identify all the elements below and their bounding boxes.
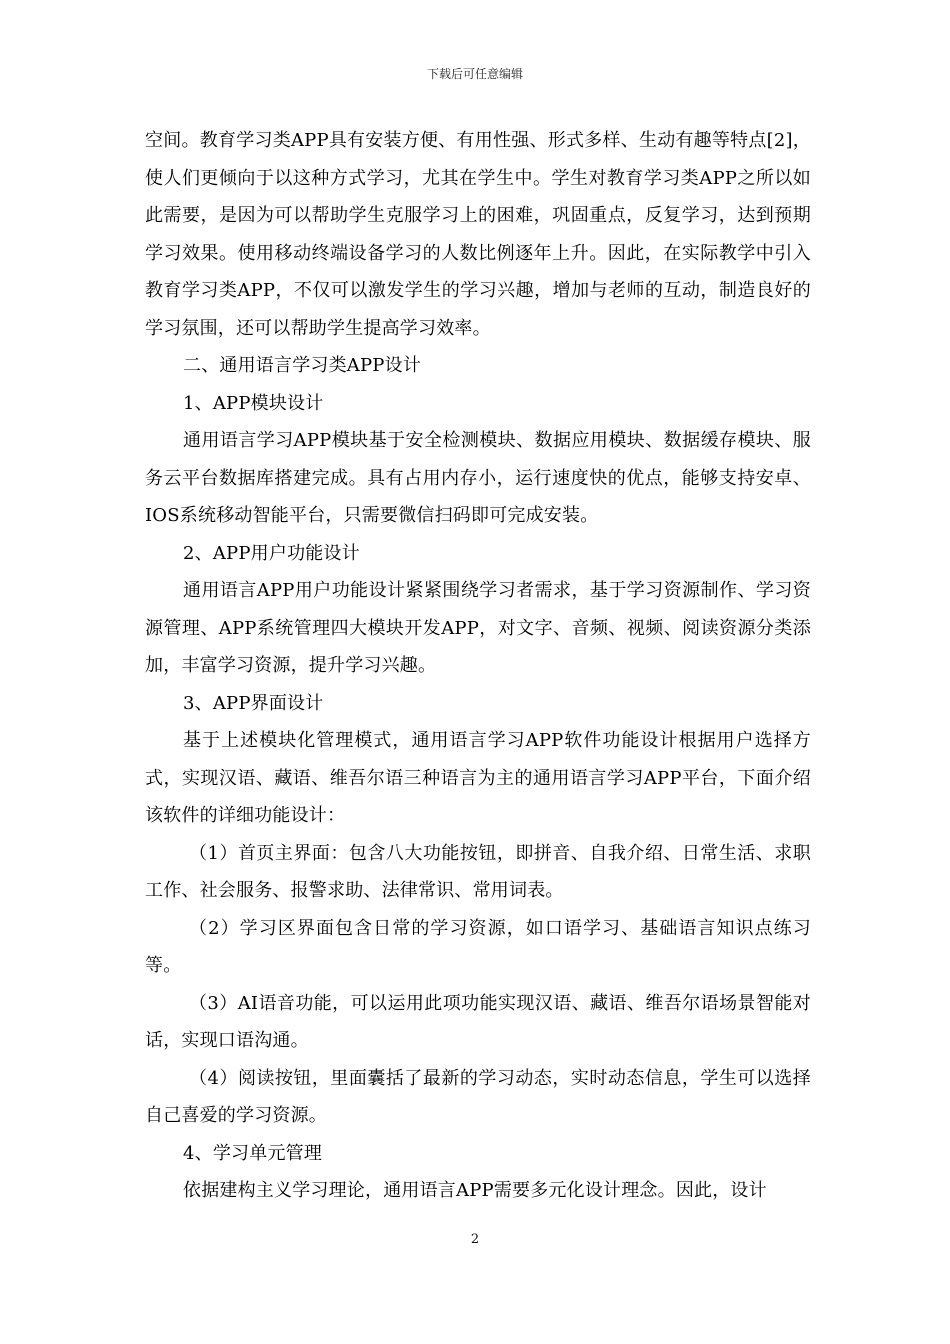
subsection-heading: 4、学习单元管理 (183, 1142, 323, 1164)
list-item: （2）学习区界面包含日常的学习资源，如口语学习、基础语言知识点练习等。 (145, 917, 811, 976)
list-item: （1）首页主界面：包含八大功能按钮，即拼音、自我介绍、日常生活、求职工作、社会服务、报警求助、法律常识、常用词表。 (145, 842, 811, 901)
list-item: （3）AI语音功能，可以运用此项功能实现汉语、藏语、维吾尔语场景智能对话，实现口语沟通。 (145, 992, 811, 1051)
subsection-heading: 3、APP界面设计 (183, 692, 324, 714)
paragraph: 依据建构主义学习理论，通用语言APP需要多元化设计理念。因此，设计 (183, 1180, 767, 1201)
paragraph: 基于上述模块化管理模式，通用语言学习APP软件功能设计根据用户选择方式，实现汉语、藏语、维吾尔语三种语言为主的通用语言学习APP平台，下面介绍该软件的详细功能设计： (145, 730, 811, 826)
list-item: （4）阅读按钮，里面囊括了最新的学习动态，实时动态信息，学生可以选择自己喜爱的学习资源。 (145, 1067, 811, 1126)
page-header: 下载后可任意编辑 (426, 67, 523, 81)
subsection-heading: 1、APP模块设计 (183, 392, 324, 414)
paragraph: 通用语言学习APP模块基于安全检测模块、数据应用模块、数据缓存模块、服务云平台数据库搭建完成。具有占用内存小，运行速度快的优点，能够支持安卓、IOS系统移动智能平台，只需要微信扫码即可完成安装。 (145, 430, 811, 526)
page-number: 2 (470, 1232, 480, 1247)
paragraph: 通用语言APP用户功能设计紧紧围绕学习者需求，基于学习资源制作、学习资源管理、APP系统管理四大模块开发APP，对文字、音频、视频、阅读资源分类添加，丰富学习资源，提升学习兴趣。 (145, 580, 811, 676)
subsection-heading: 2、APP用户功能设计 (183, 542, 360, 564)
paragraph: 空间。教育学习类APP具有安装方便、有用性强、形式多样、生动有趣等特点[2]，使人们更倾向于以这种方式学习，尤其在学生中。学生对教育学习类APP之所以如此需要，是因为可以帮助学生克服学习上的困难，巩固重点，反复学习，达到预期学习效果。使用移动终端设备学习的人数比例逐年上升。因此，在实际教学中引入教育学习类APP，不仅可以激发学生的学习兴趣，增加与老师的互动，制造良好的学习氛围，还可以帮助学生提高学习效率。 (145, 130, 811, 339)
section-heading: 二、通用语言学习类APP设计 (183, 355, 422, 376)
document-body (145, 122, 811, 1210)
